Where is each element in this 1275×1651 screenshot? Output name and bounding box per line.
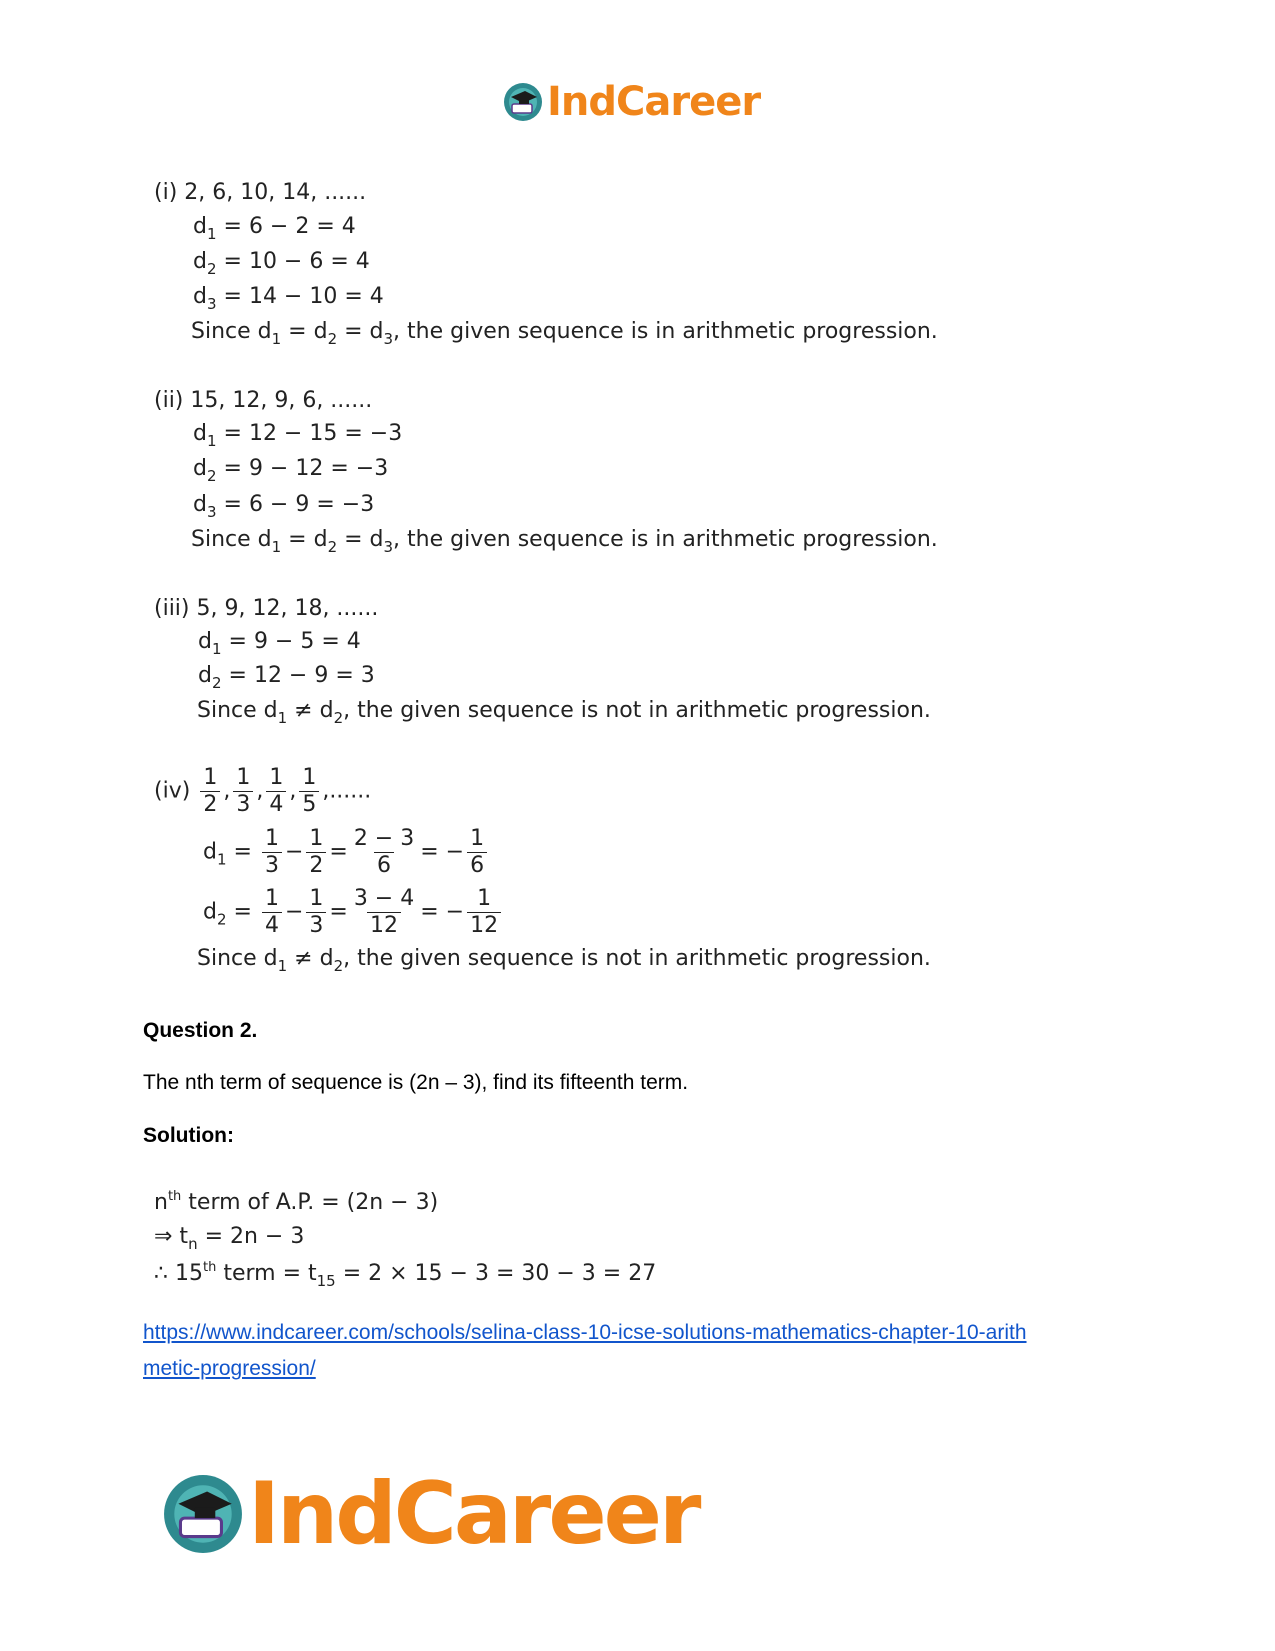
question-text: The nth term of sequence is (2n – 3), find its fifteenth term. [143, 1071, 689, 1094]
logo-wordmark: IndCareer [547, 79, 761, 125]
part-iii-d2-expr: = 12 − 9 = 3 [228, 663, 375, 688]
fraction-half: $\frac{1}{2}$ [200, 765, 220, 818]
part-i-d2-expr: = 10 − 6 = 4 [223, 249, 370, 274]
since-word: Since [197, 698, 257, 723]
ellipsis: ...... [329, 778, 372, 804]
part-ii-d2: $d_2 = 9 - 12 = -3$ [193, 456, 389, 485]
part-ii-d3: $d_3 = 6 - 9 = -3$ [193, 492, 375, 521]
part-iv-conclusion: Since $d_1 \ne d_2$, the given sequence is not in arithmetic progression. [197, 946, 931, 975]
part-i-conclusion-text: , the given sequence is in arithmetic progression. [393, 319, 938, 344]
part-iv-sequence: (iv) $\frac{1}{2}$ , $\frac{1}{3}$ , $\frac{1}{4}$ , $\frac{1}{5}$ ,...... [154, 765, 372, 817]
source-link[interactable] [143, 1315, 1027, 1387]
part-i-conclusion: Since $d_1 = d_2 = d_3$, the given sequence is in arithmetic progression. [191, 319, 938, 348]
graduation-cap-icon [503, 82, 543, 122]
part-iii-d1: $d_1 = 9 - 5 = 4$ [198, 629, 361, 658]
source-link-line-2[interactable]: metic-progression/ [143, 1357, 316, 1380]
part-i-d1-expr: = 6 − 2 = 4 [223, 214, 356, 239]
fraction: $\frac{1}{6}$ [467, 826, 487, 879]
fraction-third: $\frac{1}{3}$ [233, 765, 253, 818]
part-ii-label: (ii) 15, 12, 9, 6, ...... [154, 388, 373, 413]
fraction: $\frac{1}{12}$ [467, 886, 501, 939]
solution-line-2: ⇒ $t_n = 2n - 3$ [154, 1224, 305, 1253]
part-iv-label: (iv) [154, 778, 191, 804]
fraction-fifth: $\frac{1}{5}$ [299, 765, 319, 818]
indcareer-logo-top [503, 80, 760, 124]
fraction: $\frac{2 - 3}{6}$ [353, 826, 415, 878]
fraction: $\frac{1}{3}$ [262, 826, 282, 879]
part-ii-d2-expr: = 9 − 12 = −3 [223, 456, 389, 481]
solution-line-3: ∴ 15th term = $t_{15} = 2 \times 15 - 3 = 30 - 3 = 27$ [154, 1260, 657, 1290]
part-iii-label: (iii) 5, 9, 12, 18, ...... [154, 596, 379, 621]
part-i-d1: $d_1 = 6 - 2 = 4$ [193, 214, 356, 243]
indcareer-logo-bottom [162, 1464, 699, 1564]
part-i-d3-expr: = 14 − 10 = 4 [223, 284, 384, 309]
fraction: $\frac{3 - 4}{12}$ [353, 886, 415, 938]
part-ii-d3-expr: = 6 − 9 = −3 [223, 492, 375, 517]
part-i-d3: $d_3 = 14 - 10 = 4$ [193, 284, 384, 313]
fraction: $\frac{1}{3}$ [306, 886, 326, 939]
part-ii-conclusion: Since $d_1 = d_2 = d_3$, the given sequence is in arithmetic progression. [191, 527, 938, 556]
part-iii-d1-expr: = 9 − 5 = 4 [228, 629, 361, 654]
part-iv-d1: $d_1$ = $\frac{1}{3}$ − $\frac{1}{2}$ = $\frac{2 - 3}{6}$ = − $\frac{1}{6}$ [203, 826, 490, 879]
since-word: Since [197, 946, 257, 971]
fraction: $\frac{1}{2}$ [306, 826, 326, 879]
graduation-cap-icon [162, 1473, 244, 1555]
part-iv-d2: $d_2$ = $\frac{1}{4}$ − $\frac{1}{3}$ = $\frac{3 - 4}{12}$ = − $\frac{1}{12}$ [203, 886, 504, 939]
source-link-line-1[interactable]: https://www.indcareer.com/schools/selina-class-10-icse-solutions-mathematics-chapter-10-arith [143, 1321, 1027, 1344]
part-ii-conclusion-text: , the given sequence is in arithmetic progression. [393, 527, 938, 552]
part-i-d2: $d_2 = 10 - 6 = 4$ [193, 249, 370, 278]
fraction-quarter: $\frac{1}{4}$ [266, 765, 286, 818]
part-ii-d1: $d_1 = 12 - 15 = -3$ [193, 421, 403, 450]
part-iii-conclusion-text: , the given sequence is not in arithmetic progression. [343, 698, 931, 723]
logo-wordmark: IndCareer [248, 1464, 699, 1564]
part-ii-d1-expr: = 12 − 15 = −3 [223, 421, 403, 446]
since-word: Since [191, 527, 251, 552]
solution-label: Solution: [143, 1124, 234, 1147]
part-i-label: (i) 2, 6, 10, 14, ...... [154, 180, 367, 205]
solution-line-1: $n^{th}$ term of A.P. = (2n − 3) [154, 1189, 439, 1215]
part-iv-conclusion-text: , the given sequence is not in arithmetic progression. [343, 946, 931, 971]
since-word: Since [191, 319, 251, 344]
question-heading: Question 2. [143, 1019, 258, 1042]
part-iii-conclusion: Since $d_1 \ne d_2$, the given sequence is not in arithmetic progression. [197, 698, 931, 727]
fraction: $\frac{1}{4}$ [262, 886, 282, 939]
part-iii-d2: $d_2 = 12 - 9 = 3$ [198, 663, 375, 692]
